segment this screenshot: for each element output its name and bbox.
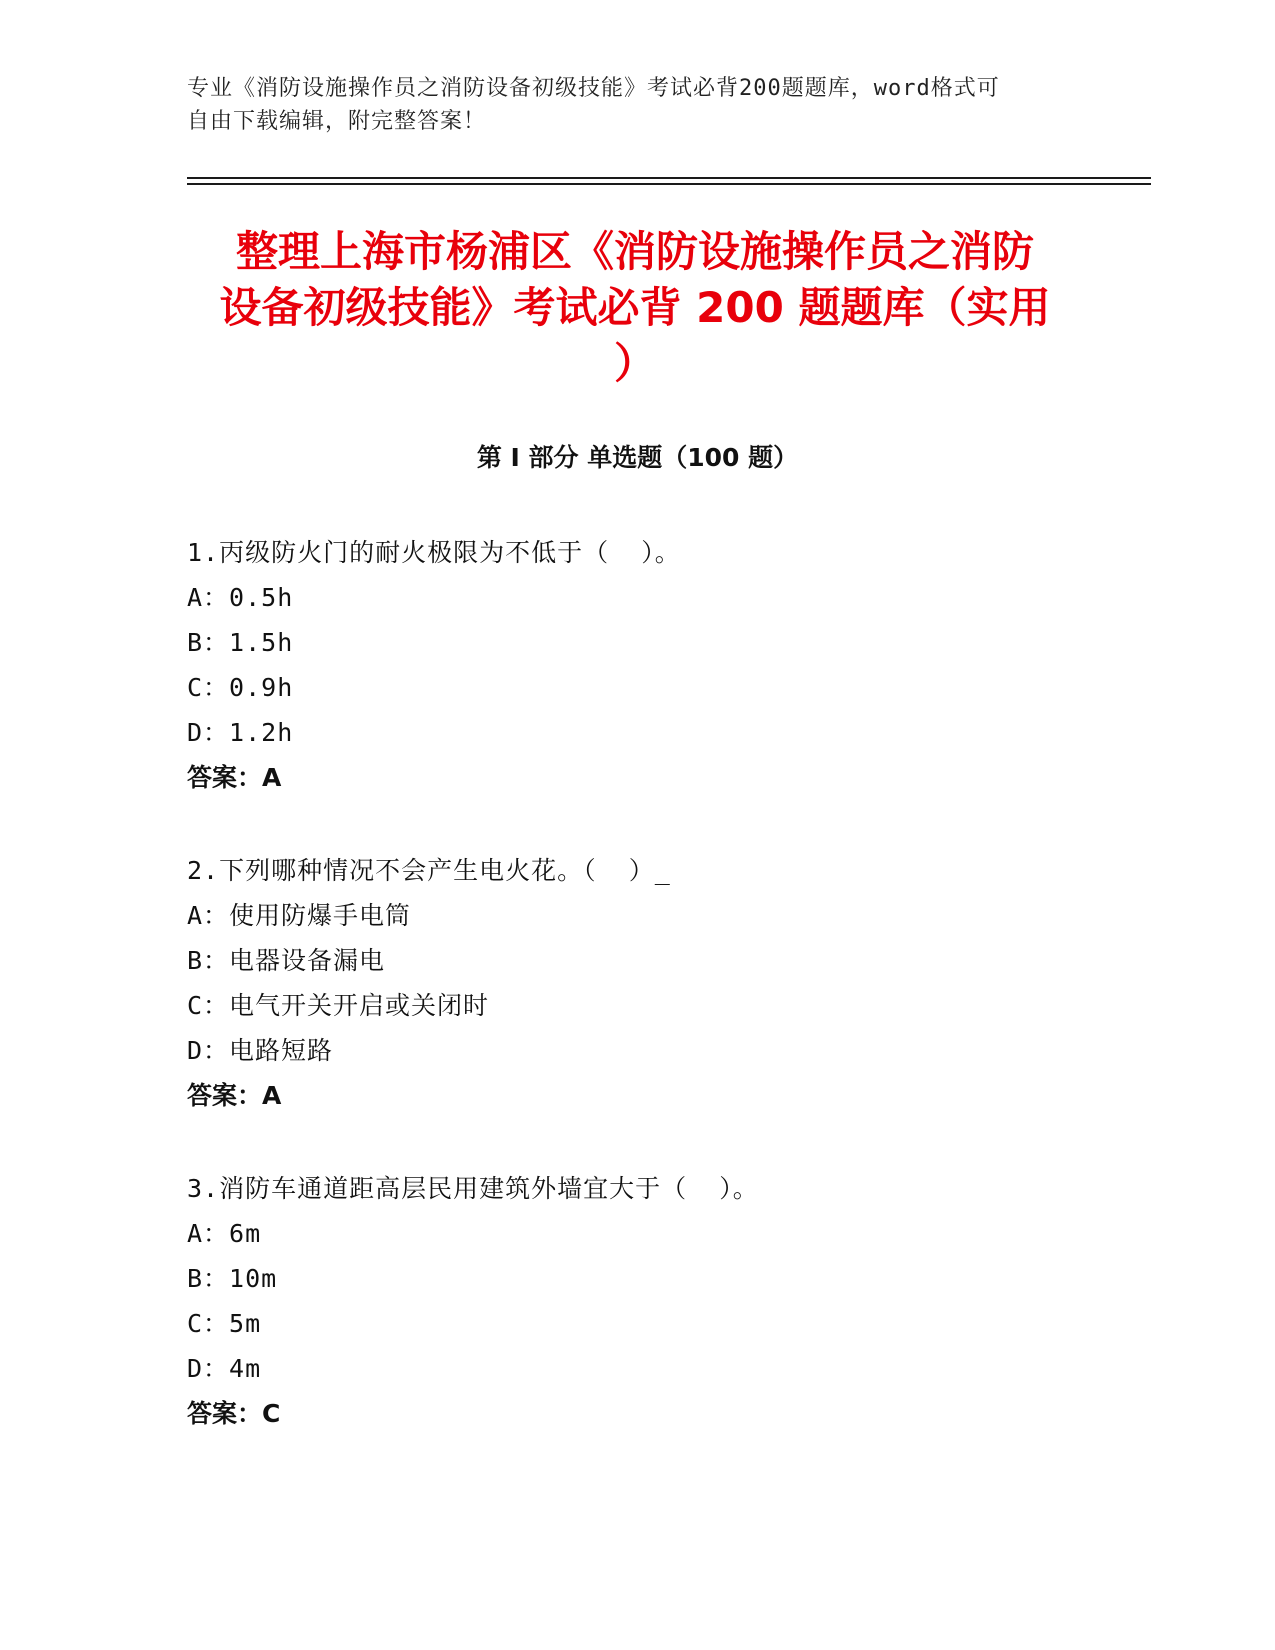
question-list	[187, 530, 1137, 1484]
header-note	[187, 72, 1087, 138]
header-divider-top	[187, 177, 1151, 179]
question-item	[187, 848, 1137, 1118]
option-a: A：0.5h	[187, 583, 294, 612]
option-d: D：4m	[187, 1354, 262, 1383]
document-title-line-3: ）	[613, 339, 656, 388]
option-d: D：电路短路	[187, 1036, 334, 1065]
question-stem: 3.消防车通道距高层民用建筑外墙宜大于（ ）。	[187, 1174, 759, 1203]
answer-line: 答案：A	[187, 1081, 282, 1110]
question-item	[187, 530, 1137, 800]
header-divider-bottom	[187, 183, 1151, 185]
document-title-line-2: 设备初级技能》考试必背 200 题题库（实用	[219, 283, 1051, 332]
option-b: B：1.5h	[187, 628, 294, 657]
option-c: C：0.9h	[187, 673, 294, 702]
option-d: D：1.2h	[187, 718, 294, 747]
option-a: A：使用防爆手电筒	[187, 901, 412, 930]
question-stem: 1.丙级防火门的耐火极限为不低于（ ）。	[187, 538, 681, 567]
option-c: C：电气开关开启或关闭时	[187, 991, 490, 1020]
question-item	[187, 1166, 1137, 1436]
header-note-line-1: 专业《消防设施操作员之消防设备初级技能》考试必背200题题库，word格式可	[187, 76, 1000, 101]
answer-line: 答案：C	[187, 1399, 281, 1428]
option-a: A：6m	[187, 1219, 262, 1248]
document-title	[195, 224, 1075, 392]
question-stem: 2.下列哪种情况不会产生电火花。（ ）_	[187, 856, 671, 885]
option-b: B：电器设备漏电	[187, 946, 386, 975]
section-heading: 第 I 部分 单选题（100 题）	[476, 443, 799, 472]
header-note-line-2: 自由下载编辑，附完整答案！	[187, 109, 487, 134]
option-b: B：10m	[187, 1264, 278, 1293]
answer-line: 答案：A	[187, 763, 282, 792]
option-c: C：5m	[187, 1309, 262, 1338]
document-title-line-1: 整理上海市杨浦区《消防设施操作员之消防	[235, 227, 1034, 276]
